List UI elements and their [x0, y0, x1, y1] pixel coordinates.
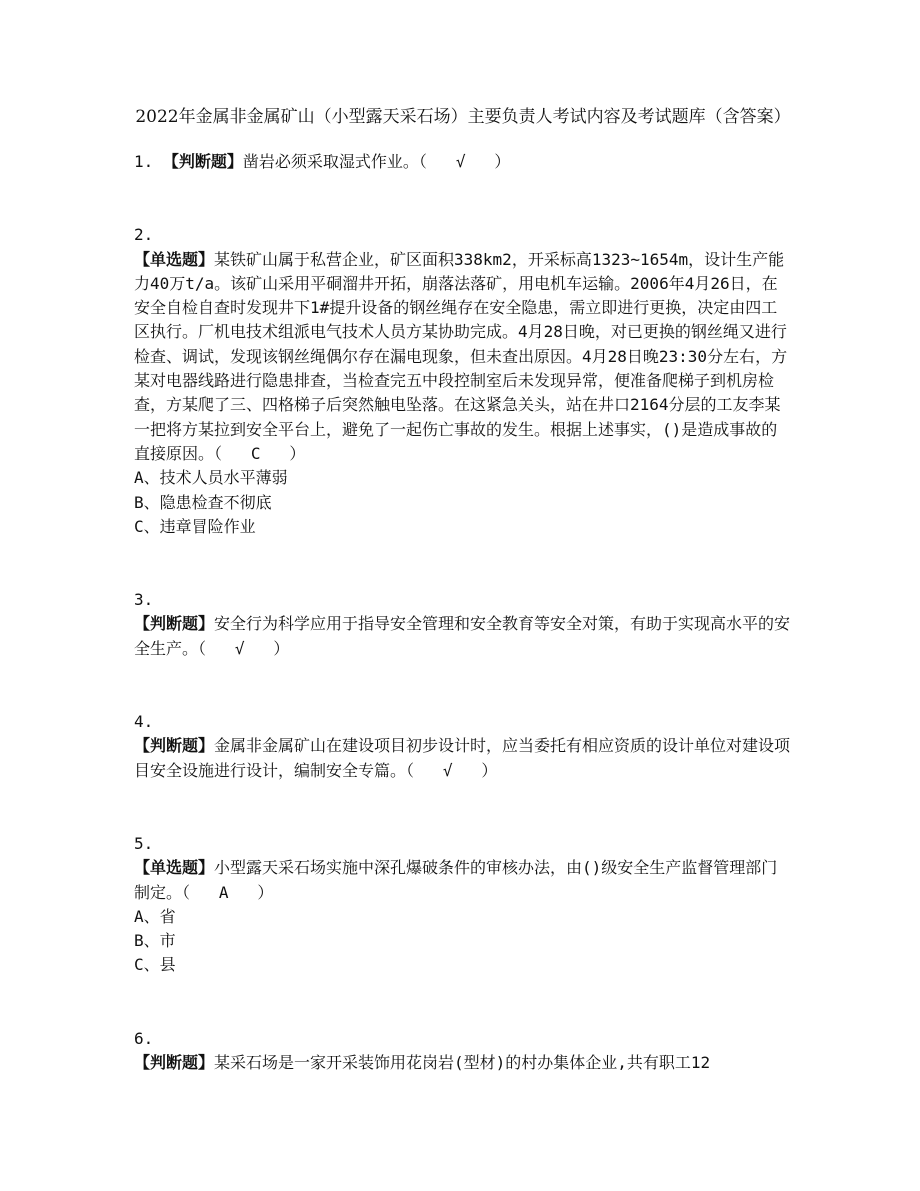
question-4-tag: 【判断题】 [134, 736, 215, 756]
question-5-option-a: A、省 [134, 906, 176, 926]
question-2-option-c: C、违章冒险作业 [134, 516, 256, 536]
question-1-number: 1. [134, 152, 154, 171]
question-3-text: 安全行为科学应用于指导安全管理和安全教育等安全对策，有助于实现高水平的安全生产。（ √ ） [134, 614, 791, 658]
question-6-text: 某采石场是一家开采装饰用花岗岩(型材)的村办集体企业,共有职工12 [214, 1053, 711, 1073]
question-4-body [134, 734, 792, 783]
question-2-body [134, 248, 792, 467]
question-2-text: 某铁矿山属于私营企业，矿区面积338km2，开采标高1323~1654m，设计生产能力40万t/a。该矿山采用平硐溜井开拓，崩落法落矿，用电机车运输。2006年4月26日，在安全自检自查时发现井下1#提升设备的钢丝绳存在安全隐患，需立即进行更换，决定由四工区执行。厂机电技术组派电气技术人员方某协助完成。4月28日晚，对已更换的钢丝绳又进行检查、调试，发现该钢丝绳偶尔存在漏电现象，但未查出原因。4月28日晚23:30分左右，方某对电器线路进行隐患排查，当检查完五中段控制室后未发现异常，便准备爬梯子到机房检查，方某爬了三、四格梯子后突然触电坠落。在这紧急关头，站在井口2164分层的工友李某一把将方某拉到安全平台上，避免了一起伤亡事故的发生。根据上述事实，()是造成事故的直接原因。（ C ） [134, 249, 788, 463]
question-4-text: 金属非金属矿山在建设项目初步设计时，应当委托有相应资质的设计单位对建设项目安全设施进行设计，编制安全专篇。（ √ ） [134, 736, 791, 780]
question-3-number: 3. [134, 590, 154, 610]
question-1 [134, 150, 792, 174]
question-1-text: 凿岩必须采取湿式作业。（ √ ） [242, 152, 511, 171]
question-2 [134, 223, 792, 539]
question-3-body [134, 612, 792, 661]
question-5-option-b: B、市 [134, 931, 176, 951]
question-2-option-b: B、隐患检查不彻底 [134, 492, 272, 512]
question-6-tag: 【判断题】 [134, 1053, 215, 1073]
question-5-options [134, 905, 792, 978]
question-4-number: 4. [134, 712, 154, 732]
question-4 [134, 710, 792, 783]
question-2-options [134, 466, 792, 539]
question-5-option-c: C、县 [134, 955, 176, 975]
question-6-number: 6. [134, 1028, 154, 1048]
question-3 [134, 588, 792, 661]
question-5-number: 5. [134, 833, 154, 853]
question-5-body [134, 856, 792, 905]
question-2-number: 2. [134, 225, 154, 245]
question-6 [134, 1027, 792, 1076]
question-3-tag: 【判断题】 [134, 614, 215, 634]
question-5-text: 小型露天采石场实施中深孔爆破条件的审核办法，由()级安全生产监督管理部门制定。（ A ） [134, 858, 778, 902]
question-2-tag: 【单选题】 [134, 249, 215, 269]
question-5-tag: 【单选题】 [134, 858, 215, 878]
question-2-option-a: A、技术人员水平薄弱 [134, 468, 288, 488]
document-title: 2022年金属非金属矿山（小型露天采石场）主要负责人考试内容及考试题库（含答案） [135, 107, 791, 127]
question-1-body [134, 150, 792, 174]
question-1-tag: 【判断题】 [162, 152, 243, 171]
question-5 [134, 832, 792, 978]
question-6-body [134, 1051, 792, 1075]
